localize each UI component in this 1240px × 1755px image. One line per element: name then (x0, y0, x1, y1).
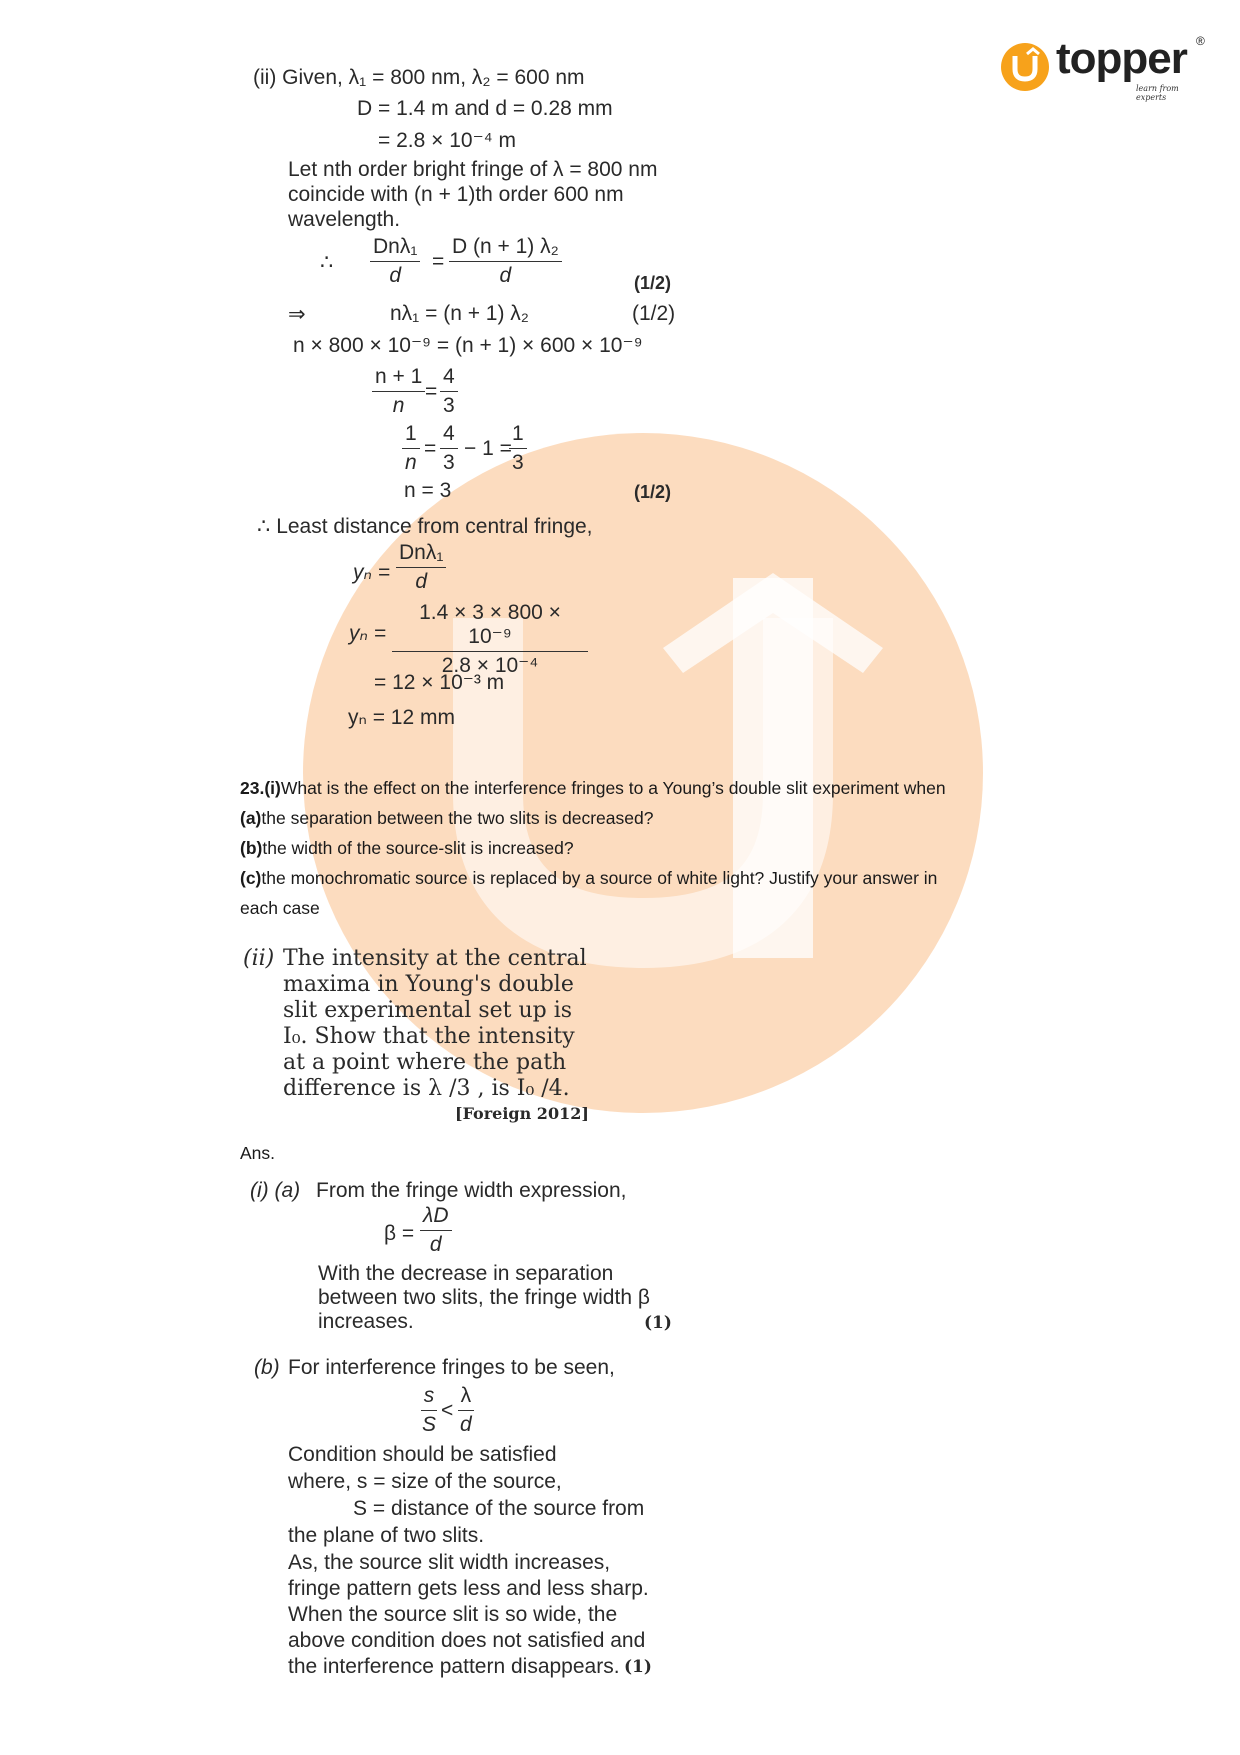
d-value: = 2.8 × 10⁻⁴ m (378, 129, 517, 152)
q23-c-text: the monochromatic source is replaced by a source of white light? Justify your answer in (261, 868, 938, 888)
eq5-r-num: 1 (509, 422, 527, 449)
eq4-num: n + 1 (372, 365, 425, 392)
q23-b (240, 838, 574, 859)
q23-a-label: (a) (240, 808, 262, 828)
ans-ib-line-5: As, the source slit width increases, (288, 1551, 611, 1574)
eq1-rhs-den: d (499, 264, 512, 288)
eq4-den: n (392, 394, 405, 418)
logo-text: topper (1056, 34, 1187, 83)
registered-mark: ® (1196, 34, 1205, 48)
q23-a (240, 808, 653, 829)
q23-ii-line-3: slit experimental set up is (283, 998, 573, 1023)
yn-fraction (396, 541, 446, 594)
q23-source: [Foreign 2012] (455, 1104, 589, 1123)
q23-text: What is the effect on the interference fringes to a Young’s double slit experiment when (280, 778, 946, 798)
implies-symbol: ⇒ (288, 303, 306, 326)
eq1-rhs-num: D (n + 1) λ₂ (449, 235, 562, 262)
yn-label: yₙ = (353, 561, 390, 584)
ans-ib-line-6: fringe pattern gets less and less sharp. (288, 1577, 649, 1600)
eq1-lhs-den: d (389, 264, 402, 288)
eq5-mid-num: 4 (440, 422, 458, 449)
eq4-equals: = (425, 380, 438, 403)
cond-rhs-fraction (457, 1384, 475, 1437)
q23-b-text: the width of the source-slit is increased? (262, 838, 574, 858)
beta-fraction (420, 1204, 452, 1257)
let-line-2: coincide with (n + 1)th order 600 nm (288, 183, 624, 206)
yn4: yₙ = 12 mm (348, 706, 455, 729)
given-line: (ii) Given, λ₁ = 800 nm, λ₂ = 600 nm (253, 66, 585, 89)
q23-c2: each case (240, 898, 320, 918)
eq5-den: n (405, 451, 417, 475)
cond-rden: d (460, 1413, 472, 1437)
beta-lhs: β = (384, 1222, 415, 1245)
ans-ib-line-8: above condition does not satisfied and (288, 1629, 646, 1652)
ans-ia-text: From the fringe width expression, (316, 1179, 627, 1202)
q23-c (240, 868, 937, 889)
beta-den: d (429, 1233, 442, 1257)
yn-num: Dnλ₁ (396, 541, 446, 568)
eq1-lhs-num: Dnλ₁ (370, 235, 420, 262)
q23-ii-line-2: maxima in Young's double (283, 972, 574, 997)
cond-lt: < (441, 1399, 454, 1422)
eq1-equals: = (432, 250, 445, 273)
ans-ib-line-9: the interference pattern disappears. (288, 1655, 620, 1678)
eq5-rhs-fraction (509, 422, 527, 475)
yn2-num: 1.4 × 3 × 800 × 10⁻⁹ (392, 601, 588, 652)
q23-ii-line-4: I₀. Show that the intensity (283, 1024, 575, 1049)
q23-ii-line-6: difference is λ /3 , is I₀ /4. (283, 1076, 570, 1101)
ans-ib-text: For interference fringes to be seen, (288, 1356, 615, 1379)
q23-ii-label: (ii) (243, 946, 275, 971)
ans-ia-line-2: between two slits, the fringe width β (318, 1286, 650, 1309)
q23-a-text: the separation between the two slits is decreased? (261, 808, 654, 828)
therefore-symbol: ∴ (320, 251, 334, 274)
ans-ib-label: (b) (254, 1356, 280, 1379)
q23-ii-line-1: The intensity at the central (283, 946, 587, 971)
d-line: D = 1.4 m and d = 0.28 mm (357, 97, 613, 120)
eq3: n × 800 × 10⁻⁹ = (n + 1) × 600 × 10⁻⁹ (293, 334, 643, 357)
eq4-rhs-fraction (440, 365, 458, 418)
q23-b-label: (b) (240, 838, 263, 858)
eq1-rhs-fraction (449, 235, 562, 288)
q23-line-1 (240, 778, 946, 799)
eq4-rden: 3 (443, 394, 455, 418)
eq4-lhs-fraction (372, 365, 425, 418)
yn2-den: 2.8 × 10⁻⁴ (441, 654, 539, 678)
mark-half-2: (1/2) (632, 302, 676, 325)
logo-tagline: learn from experts (1136, 84, 1179, 102)
eq4-rnum: 4 (440, 365, 458, 392)
ans-label: Ans. (240, 1143, 276, 1163)
cond-lden: S (422, 1413, 437, 1437)
eq5-lhs-fraction (402, 422, 420, 475)
eq5-equals: = (424, 437, 437, 460)
ans-ib-line-1: Condition should be satisfied (288, 1443, 557, 1466)
ans-ib-line-4: the plane of two slits. (288, 1524, 485, 1547)
ans-ib-line-2: where, s = size of the source, (288, 1470, 562, 1493)
mark-one-a: (1) (644, 1313, 672, 1333)
ans-ia-line-1: With the decrease in separation (318, 1262, 614, 1285)
ans-ia-line-3: increases. (318, 1310, 414, 1333)
mark-one-b: (1) (624, 1657, 652, 1677)
cond-rnum: λ (458, 1384, 475, 1411)
yn-den: d (415, 570, 428, 594)
yn3: = 12 × 10⁻³ m (374, 671, 505, 694)
eq1-lhs-fraction (370, 235, 420, 288)
yn-label-2: yₙ = (349, 622, 386, 645)
eq5-minus: − 1 = (464, 437, 512, 460)
mark-half-3: (1/2) (634, 482, 672, 502)
yn2-fraction (392, 601, 588, 678)
ans-ib-line-7: When the source slit is so wide, the (288, 1603, 618, 1626)
eq2: nλ₁ = (n + 1) λ₂ (390, 302, 529, 325)
n-result: n = 3 (404, 479, 452, 502)
q23-number: 23.(i) (240, 778, 281, 798)
cond-lnum: s (421, 1384, 438, 1411)
ans-ib-line-3: S = distance of the source from (353, 1497, 645, 1520)
let-line-1: Let nth order bright fringe of λ = 800 nm (288, 158, 658, 181)
least-distance-line: ∴ Least distance from central fringe, (257, 515, 593, 538)
cond-lhs-fraction (419, 1384, 439, 1437)
ans-ia-label: (i) (a) (250, 1179, 301, 1202)
topper-logo-icon (1000, 42, 1050, 92)
mark-half-1: (1/2) (634, 273, 672, 293)
eq5-mid-fraction (440, 422, 458, 475)
beta-num: λD (420, 1204, 452, 1231)
eq5-num: 1 (402, 422, 420, 449)
eq5-r-den: 3 (512, 451, 524, 475)
q23-ii-line-5: at a point where the path (283, 1050, 567, 1075)
topper-logo (1000, 34, 1210, 102)
eq5-mid-den: 3 (443, 451, 455, 475)
let-line-3: wavelength. (288, 208, 401, 231)
q23-c-label: (c) (240, 868, 262, 888)
